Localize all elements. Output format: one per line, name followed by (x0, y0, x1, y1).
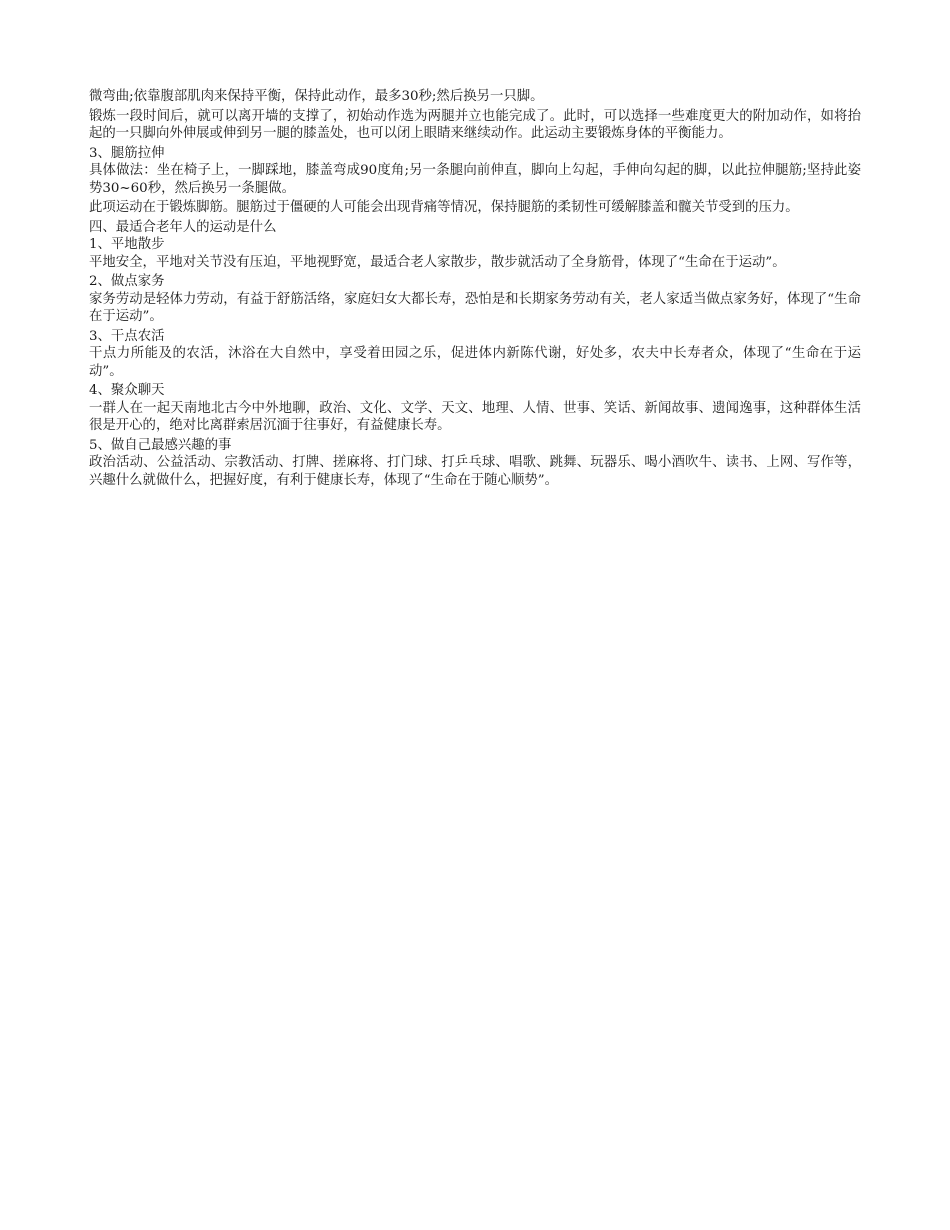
paragraph-hamstring-method: 具体做法：坐在椅子上，一脚踩地，膝盖弯成90度角;另一条腿向前伸直，脚向上勾起，手伸向勾起的脚，以此拉伸腿筋;坚持此姿势30~60秒，然后换另一条腿做。 (89, 163, 861, 196)
paragraph-hamstring-benefit: 此项运动在于锻炼脚筋。腿筋过于僵硬的人可能会出现背痛等情况，保持腿筋的柔韧性可缓解膝盖和髋关节受到的压力。 (89, 200, 799, 215)
paragraph-interests: 政治活动、公益活动、宗教活动、打牌、搓麻将、打门球、打乒乓球、唱歌、跳舞、玩器乐、喝小酒吹牛、读书、上网、写作等，兴趣什么就做什么，把握好度，有利于健康长寿，体现了“生命在于随心顺势”。 (89, 455, 861, 488)
paragraph-balance-advanced: 锻炼一段时间后，就可以离开墙的支撑了，初始动作选为两腿并立也能完成了。此时，可以选择一些难度更大的附加动作，如将抬起的一只脚向外伸展或伸到另一腿的膝盖处，也可以闭上眼睛来继续动作。此运动主要锻炼身体的平衡能力。 (89, 108, 861, 141)
heading-flat-walking: 1、平地散步 (89, 237, 165, 252)
paragraph-flat-walking: 平地安全，平地对关节没有压迫，平地视野宽，最适合老人家散步，散步就活动了全身筋骨，体现了“生命在于运动”。 (89, 254, 786, 270)
paragraph-housework: 家务劳动是轻体力劳动，有益于舒筋活络，家庭妇女大都长寿，恐怕是和长期家务劳动有关，老人家适当做点家务好，体现了“生命在于运动”。 (89, 291, 861, 324)
paragraph-chatting: 一群人在一起天南地北古今中外地聊，政治、文化、文学、天文、地理、人情、世事、笑话、新闻故事、遗闻逸事，这种群体生活很是开心的，绝对比离群索居沉湎于往事好，有益健康长寿。 (89, 400, 861, 433)
paragraph-balance-continuation: 微弯曲;依靠腹部肌肉来保持平衡，保持此动作，最多30秒;然后换另一只脚。 (89, 89, 544, 104)
paragraph-farm-work: 干点力所能及的农活，沐浴在大自然中，享受着田园之乐，促进体内新陈代谢，好处多，农夫中长寿者众，体现了“生命在于运动”。 (89, 346, 861, 379)
heading-farm-work: 3、干点农活 (89, 328, 165, 344)
heading-housework: 2、做点家务 (89, 274, 165, 289)
heading-best-exercise-for-elderly: 四、最适合老年人的运动是什么 (89, 219, 277, 235)
heading-hamstring-stretch: 3、腿筋拉伸 (89, 145, 165, 161)
document-page (89, 88, 861, 491)
heading-interests: 5、做自己最感兴趣的事 (89, 437, 232, 453)
heading-chatting: 4、聚众聊天 (89, 383, 165, 398)
